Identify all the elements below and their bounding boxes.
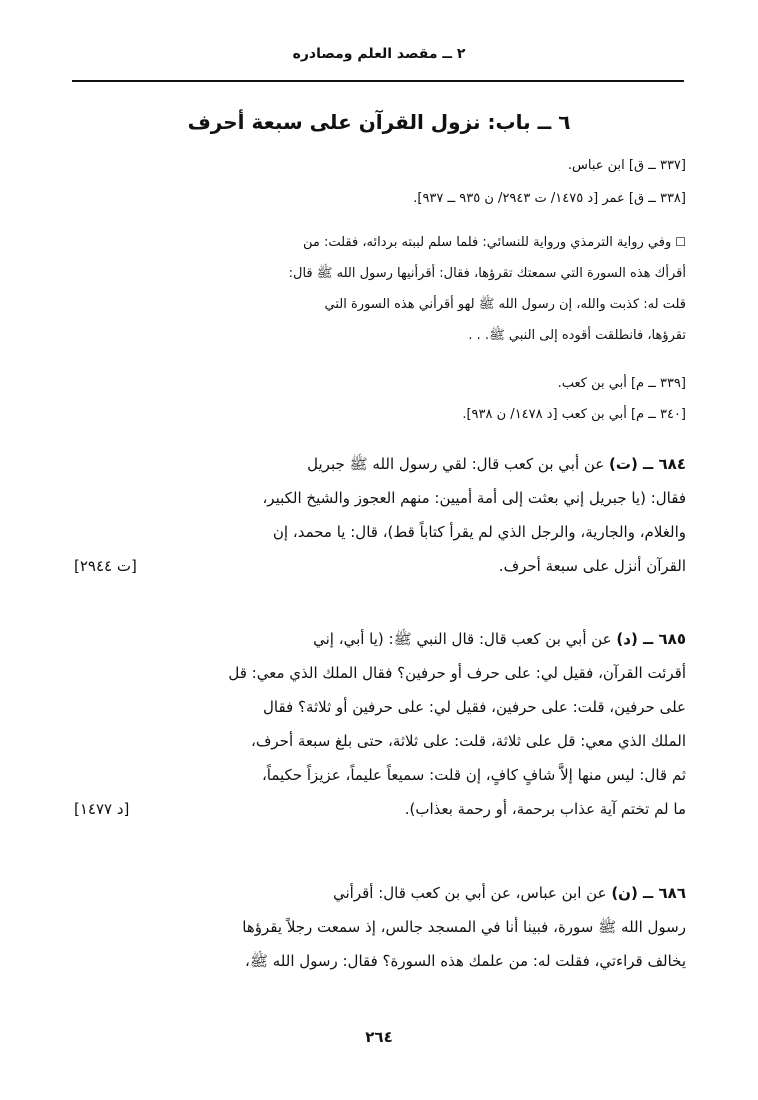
hadith-number: ٦٨٦ ــ (ن) bbox=[611, 884, 686, 902]
hadith-line: ٦٨٤ ــ (ت) عن أبي بن كعب قال: لقي رسول الله ﷺ جبريل bbox=[307, 455, 686, 473]
hadith-line: يخالف قراءتي، فقلت له: من علمك هذه السورة؟ فقال: رسول الله ﷺ، bbox=[245, 952, 686, 970]
hadith-line: رسول الله ﷺ سورة، فبينا أنا في المسجد جالس، إذ سمعت رجلاً يقرؤها bbox=[242, 918, 686, 936]
hadith-685 bbox=[74, 622, 686, 826]
hadith-line: على حرفين، قلت: على حرفين، فقيل لي: على حرفين أو ثلاثة؟ فقال bbox=[262, 698, 686, 716]
hadith-684 bbox=[74, 447, 686, 583]
source-note: [٣٣٩ ــ م] أبي بن كعب. bbox=[557, 376, 686, 391]
header-divider bbox=[72, 80, 684, 82]
source-note: [٣٤٠ ــ م] أبي بن كعب [د ١٤٧٨/ ن ٩٣٨]. bbox=[462, 407, 686, 422]
source-note: [٣٣٨ ــ ق] عمر [د ١٤٧٥/ ت ٢٩٤٣/ ن ٩٣٥ ــ ٩٣٧]. bbox=[413, 191, 686, 206]
hadith-line: الملك الذي معي: قل على ثلاثة، قلت: على ثلاثة، حتى بلغ سبعة أحرف، bbox=[251, 732, 686, 750]
hadith-line: فقال: (يا جبريل إني بعثت إلى أمة أميين: منهم العجوز والشيخ الكبير، bbox=[262, 489, 686, 507]
chapter-title: ٦ ــ باب: نزول القرآن على سبعة أحرف bbox=[187, 110, 571, 134]
hadith-686 bbox=[74, 876, 686, 978]
hadith-line: القرآن أنزل على سبعة أحرف. [ت ٢٩٤٤] bbox=[74, 549, 686, 583]
remark-line: أقرأك هذه السورة التي سمعتك تقرؤها، فقال: أقرأنيها رسول الله ﷺ قال: bbox=[288, 266, 686, 281]
hadith-line: والغلام، والجارية، والرجل الذي لم يقرأ كتاباً قط)، قال: يا محمد، إن bbox=[272, 523, 686, 541]
remark-line: قلت له: كذبت والله، إن رسول الله ﷺ لهو أقرأني هذه السورة التي bbox=[324, 297, 686, 312]
hadith-line: ٦٨٦ ــ (ن) عن ابن عباس، عن أبي بن كعب قال: أقرأني bbox=[332, 884, 686, 902]
hadith-line: ثم قال: ليس منها إلاَّ شافٍ كافٍ، إن قلت: سميعاً عليماً، عزيزاً حكيماً، bbox=[261, 766, 686, 784]
source-note: [٣٣٧ ــ ق] ابن عباس. bbox=[567, 158, 686, 173]
square-bullet-icon: ☐ bbox=[675, 235, 686, 249]
hadith-line: ما لم تختم آية عذاب برحمة، أو رحمة بعذاب). [د ١٤٧٧] bbox=[74, 792, 686, 826]
hadith-line: ٦٨٥ ــ (د) عن أبي بن كعب قال: قال النبي ﷺ: (يا أبي، إني bbox=[313, 630, 686, 648]
remark-block bbox=[74, 227, 686, 351]
hadith-number: ٦٨٤ ــ (ت) bbox=[609, 455, 686, 473]
hadith-reference: [ت ٢٩٤٤] bbox=[74, 557, 137, 575]
page-number: ٢٦٤ bbox=[365, 1028, 393, 1046]
running-header: ٢ ــ مقصد العلم ومصادره bbox=[292, 46, 466, 62]
hadith-reference: [د ١٤٧٧] bbox=[74, 800, 130, 818]
hadith-line: أقرئت القرآن، فقيل لي: على حرف أو حرفين؟ فقال الملك الذي معي: قل bbox=[228, 664, 686, 682]
hadith-number: ٦٨٥ ــ (د) bbox=[616, 630, 686, 648]
remark-line: ☐وفي رواية الترمذي ورواية للنسائي: فلما سلم لببته بردائه، فقلت: من bbox=[302, 235, 686, 250]
remark-line: تقرؤها، فانطلقت أقوده إلى النبي ﷺ. . . bbox=[468, 328, 686, 343]
